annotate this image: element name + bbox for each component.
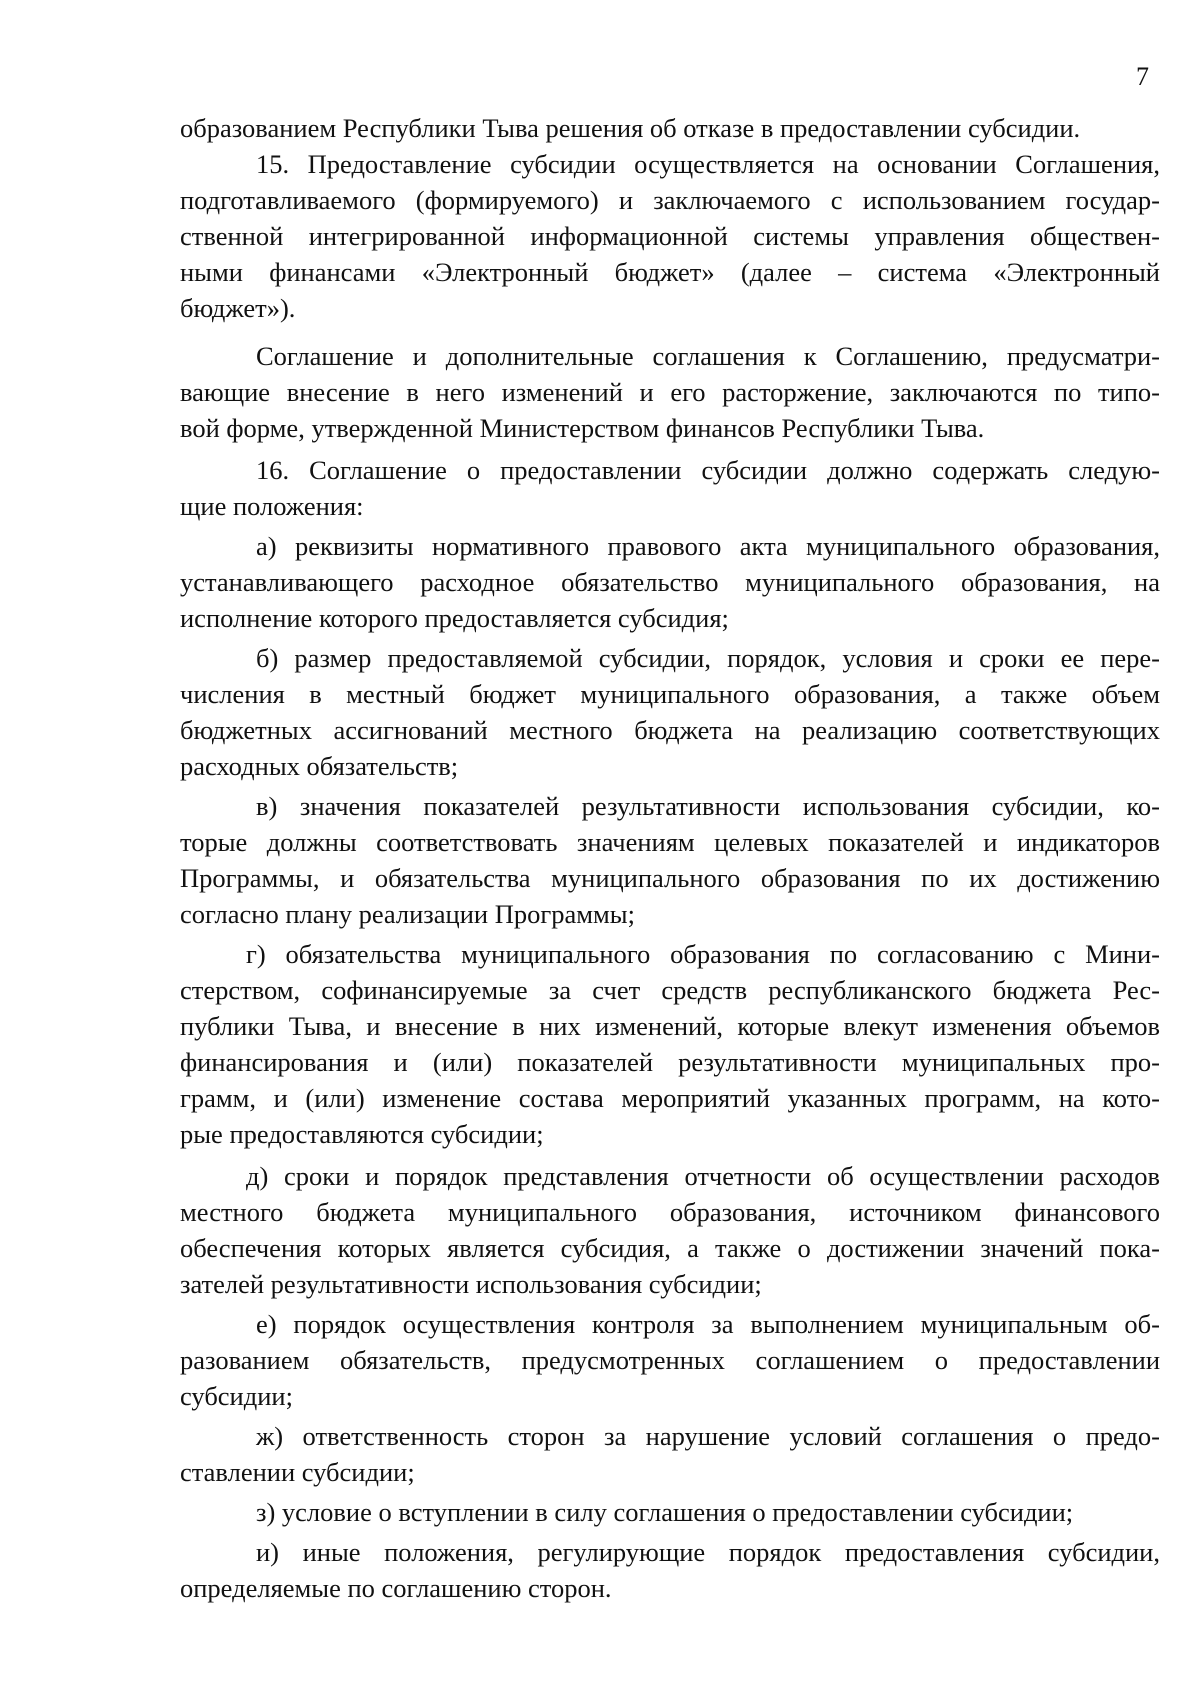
- text-line: 15. Предоставление субсидии осуществляется на основании Соглашения,: [256, 149, 1160, 179]
- text-line: публики Тыва, и внесение в них изменений, которые влекут изменения объемов: [180, 1011, 1160, 1041]
- text-line: разованием обязательств, предусмотренных соглашением о предоставлении: [180, 1345, 1160, 1375]
- text-line: ными финансами «Электронный бюджет» (далее – система «Электронный: [180, 257, 1160, 287]
- text-line: местного бюджета муниципального образования, источником финансового: [180, 1197, 1160, 1227]
- text-line: определяемые по соглашению сторон.: [180, 1573, 612, 1603]
- text-line: и) иные положения, регулирующие порядок предоставления субсидии,: [256, 1537, 1160, 1567]
- text-line: исполнение которого предоставляется субсидия;: [180, 603, 729, 633]
- text-line: субсидии;: [180, 1381, 293, 1411]
- text-line: а) реквизиты нормативного правового акта муниципального образования,: [256, 531, 1160, 561]
- text-line: бюджетных ассигнований местного бюджета на реализацию соответствующих: [180, 715, 1160, 745]
- text-line: стерством, софинансируемые за счет средств республиканского бюджета Рес-: [180, 975, 1160, 1005]
- text-line: согласно плану реализации Программы;: [180, 899, 635, 929]
- text-line: Программы, и обязательства муниципального образования по их достижению: [180, 863, 1160, 893]
- page-number: 7: [1136, 62, 1149, 91]
- text-line: вающие внесение в него изменений и его расторжение, заключаются по типо-: [180, 377, 1160, 407]
- text-line: подготавливаемого (формируемого) и заключаемого с использованием государ-: [180, 185, 1160, 215]
- text-line: рые предоставляются субсидии;: [180, 1119, 544, 1149]
- text-line: числения в местный бюджет муниципального образования, а также объем: [180, 679, 1160, 709]
- text-line: ставлении субсидии;: [180, 1457, 415, 1487]
- text-line: Соглашение и дополнительные соглашения к Соглашению, предусматри-: [256, 341, 1160, 371]
- text-line: обеспечения которых является субсидия, а также о достижении значений пока-: [180, 1233, 1160, 1263]
- text-line: финансирования и (или) показателей результативности муниципальных про-: [180, 1047, 1160, 1077]
- text-line: образованием Республики Тыва решения об отказе в предоставлении субсидии.: [180, 113, 1081, 143]
- text-line: расходных обязательств;: [180, 751, 459, 781]
- text-line: щие положения:: [180, 491, 364, 521]
- text-line: грамм, и (или) изменение состава мероприятий указанных программ, на кото-: [180, 1083, 1160, 1113]
- text-line: вой форме, утвержденной Министерством финансов Республики Тыва.: [180, 413, 985, 443]
- text-line: зателей результативности использования субсидии;: [180, 1269, 762, 1299]
- text-line: ж) ответственность сторон за нарушение условий соглашения о предо-: [256, 1421, 1160, 1451]
- text-line: 16. Соглашение о предоставлении субсидии должно содержать следую-: [256, 455, 1160, 485]
- text-line: торые должны соответствовать значениям целевых показателей и индикаторов: [180, 827, 1160, 857]
- text-line: устанавливающего расходное обязательство муниципального образования, на: [180, 567, 1160, 597]
- text-line: бюджет»).: [180, 293, 296, 323]
- text-line: з) условие о вступлении в силу соглашения о предоставлении субсидии;: [256, 1497, 1074, 1527]
- text-line: е) порядок осуществления контроля за выполнением муниципальным об-: [256, 1309, 1160, 1339]
- text-line: д) сроки и порядок представления отчетности об осуществлении расходов: [246, 1161, 1160, 1191]
- text-line: в) значения показателей результативности использования субсидии, ко-: [256, 791, 1160, 821]
- text-line: ственной интегрированной информационной системы управления обществен-: [180, 221, 1160, 251]
- text-line: г) обязательства муниципального образования по согласованию с Мини-: [246, 939, 1160, 969]
- text-line: б) размер предоставляемой субсидии, порядок, условия и сроки ее пере-: [256, 643, 1160, 673]
